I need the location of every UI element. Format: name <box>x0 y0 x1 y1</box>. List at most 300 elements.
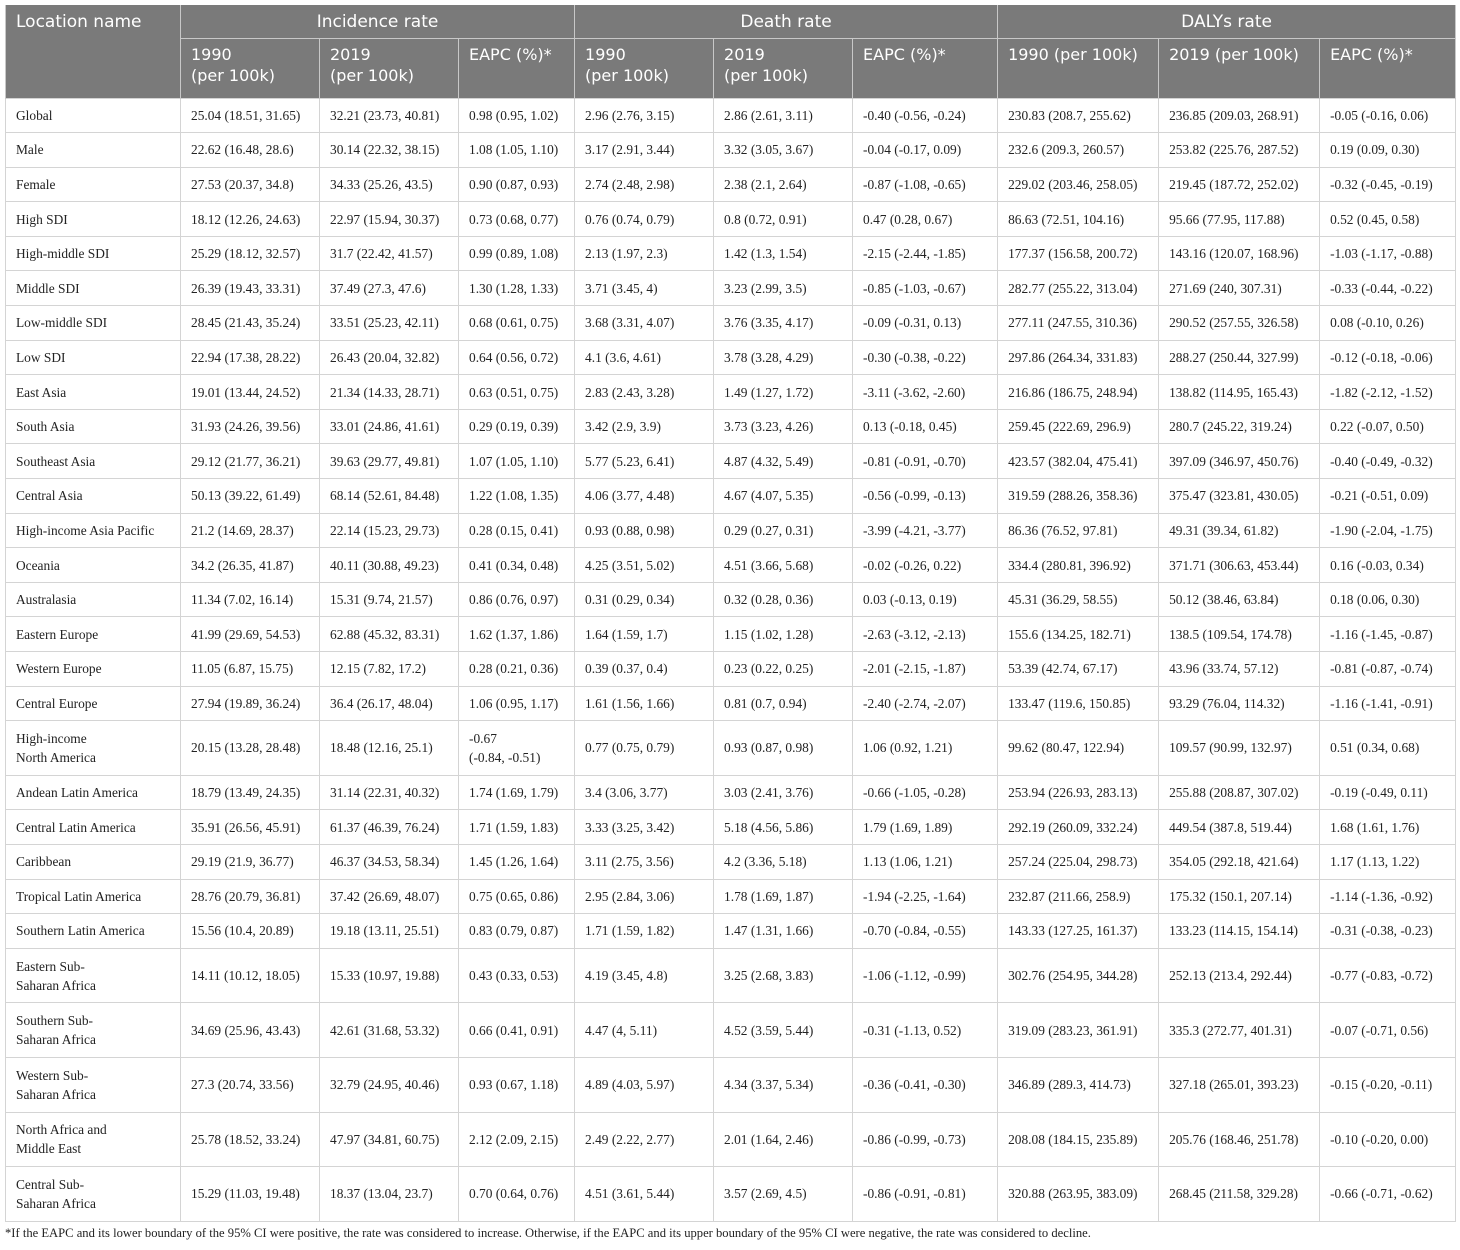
cell-text: 22.14 (15.23, 29.73) <box>330 522 440 538</box>
cell-text: 2.86 (2.61, 3.11) <box>724 107 813 123</box>
cell-text: -0.15 (-0.20, -0.11) <box>1330 1077 1433 1093</box>
value-cell <box>1320 306 1456 341</box>
value-cell <box>575 444 714 479</box>
cell-text: 177.37 (156.58, 200.72) <box>1008 246 1138 262</box>
value-cell <box>181 375 320 410</box>
cell-text: Australasia <box>16 592 77 608</box>
value-cell <box>998 548 1159 583</box>
cell-text: 3.73 (3.23, 4.26) <box>724 419 814 435</box>
value-cell <box>1159 409 1320 444</box>
table-row <box>6 1112 1456 1167</box>
value-cell <box>1320 271 1456 306</box>
value-cell <box>320 340 459 375</box>
value-cell <box>998 721 1159 776</box>
table-row <box>6 1167 1456 1222</box>
location-name-cell <box>6 202 181 237</box>
cell-text: 25.04 (18.51, 31.65) <box>191 107 301 123</box>
table-row <box>6 1003 1456 1058</box>
cell-text: 397.09 (346.97, 450.76) <box>1169 453 1299 469</box>
value-cell <box>181 1003 320 1058</box>
value-cell <box>459 914 575 949</box>
cell-text: 1.71 (1.59, 1.82) <box>585 923 675 939</box>
value-cell <box>181 1167 320 1222</box>
cell-text: -1.90 (-2.04, -1.75) <box>1330 522 1433 538</box>
cell-text: 31.7 (22.42, 41.57) <box>330 246 433 262</box>
table-row <box>6 271 1456 306</box>
cell-text: -0.04 (-0.17, 0.09) <box>863 142 962 158</box>
value-cell <box>459 98 575 133</box>
location-name-cell <box>6 721 181 776</box>
value-cell <box>1159 236 1320 271</box>
cell-text: 19.01 (13.44, 24.52) <box>191 384 301 400</box>
value-cell <box>714 879 853 914</box>
cell-text: -0.66 (-0.71, -0.62) <box>1330 1186 1433 1202</box>
value-cell <box>320 375 459 410</box>
value-cell <box>320 444 459 479</box>
cell-text: 4.2 (3.36, 5.18) <box>724 854 807 870</box>
value-cell <box>1320 844 1456 879</box>
cell-text: 1.74 (1.69, 1.79) <box>469 785 559 801</box>
value-cell <box>1159 652 1320 687</box>
cell-text: 47.97 (34.81, 60.75) <box>330 1131 440 1147</box>
value-cell <box>853 1112 998 1167</box>
table-row <box>6 479 1456 514</box>
value-cell <box>459 652 575 687</box>
cell-text: 335.3 (272.77, 401.31) <box>1169 1022 1292 1038</box>
value-cell <box>575 617 714 652</box>
cell-text: 2.01 (1.64, 2.46) <box>724 1131 814 1147</box>
cell-text: 3.03 (2.41, 3.76) <box>724 785 814 801</box>
location-name-cell <box>6 810 181 845</box>
value-cell <box>575 582 714 617</box>
cell-text: 0.22 (-0.07, 0.50) <box>1330 419 1424 435</box>
cell-text: 143.33 (127.25, 161.37) <box>1008 923 1138 939</box>
cell-text: -1.94 (-2.25, -1.64) <box>863 888 966 904</box>
value-cell <box>459 340 575 375</box>
table-row <box>6 582 1456 617</box>
value-cell <box>181 271 320 306</box>
cell-text: 21.2 (14.69, 28.37) <box>191 522 294 538</box>
cell-text: -0.66 (-1.05, -0.28) <box>863 785 966 801</box>
value-cell <box>998 652 1159 687</box>
cell-text: 86.36 (76.52, 97.81) <box>1008 522 1118 538</box>
location-name-cell <box>6 340 181 375</box>
cell-text: 0.16 (-0.03, 0.34) <box>1330 557 1424 573</box>
cell-text: Western Sub- Saharan Africa <box>16 1067 96 1102</box>
cell-text: 37.49 (27.3, 47.6) <box>330 280 426 296</box>
value-cell <box>320 1112 459 1167</box>
cell-text: Central Sub- Saharan Africa <box>16 1176 96 1211</box>
cell-text: -0.02 (-0.26, 0.22) <box>863 557 962 573</box>
cell-text: 4.34 (3.37, 5.34) <box>724 1077 814 1093</box>
value-cell <box>1159 479 1320 514</box>
value-cell <box>459 202 575 237</box>
cell-text: 21.34 (14.33, 28.71) <box>330 384 440 400</box>
value-cell <box>181 133 320 168</box>
value-cell <box>1159 879 1320 914</box>
value-cell <box>181 1112 320 1167</box>
value-cell <box>1320 375 1456 410</box>
value-cell <box>714 582 853 617</box>
value-cell <box>1159 617 1320 652</box>
header-sub: EAPC (%)* <box>459 38 575 98</box>
value-cell <box>320 409 459 444</box>
value-cell <box>320 202 459 237</box>
value-cell <box>181 98 320 133</box>
cell-text: 1.68 (1.61, 1.76) <box>1330 819 1420 835</box>
value-cell <box>853 133 998 168</box>
cell-text: 50.13 (39.22, 61.49) <box>191 488 301 504</box>
cell-text: 0.68 (0.61, 0.75) <box>469 315 559 331</box>
table-row <box>6 879 1456 914</box>
cell-text: 11.34 (7.02, 16.14) <box>191 592 294 608</box>
value-cell <box>181 810 320 845</box>
value-cell <box>320 98 459 133</box>
value-cell <box>575 652 714 687</box>
cell-text: 49.31 (39.34, 61.82) <box>1169 522 1279 538</box>
value-cell <box>998 1057 1159 1112</box>
cell-text: 109.57 (90.99, 132.97) <box>1169 740 1292 756</box>
table-row <box>6 236 1456 271</box>
value-cell <box>320 844 459 879</box>
value-cell <box>714 1003 853 1058</box>
data-table <box>5 5 1456 1222</box>
location-name-cell <box>6 236 181 271</box>
value-cell <box>998 409 1159 444</box>
cell-text: 1.71 (1.59, 1.83) <box>469 819 559 835</box>
value-cell <box>1320 582 1456 617</box>
cell-text: -0.70 (-0.84, -0.55) <box>863 923 966 939</box>
header-group-incidence: Incidence rate <box>181 5 575 38</box>
table-row <box>6 375 1456 410</box>
value-cell <box>320 914 459 949</box>
value-cell <box>1159 810 1320 845</box>
value-cell <box>998 879 1159 914</box>
value-cell <box>459 582 575 617</box>
header-group-death: Death rate <box>575 5 998 38</box>
cell-text: 0.32 (0.28, 0.36) <box>724 592 814 608</box>
cell-text: -0.40 (-0.49, -0.32) <box>1330 453 1433 469</box>
value-cell <box>181 879 320 914</box>
header-sub: EAPC (%)* <box>1320 38 1456 98</box>
cell-text: Caribbean <box>16 854 72 870</box>
value-cell <box>459 1003 575 1058</box>
cell-text: Female <box>16 176 56 192</box>
cell-text: -0.21 (-0.51, 0.09) <box>1330 488 1429 504</box>
cell-text: 3.57 (2.69, 4.5) <box>724 1186 807 1202</box>
cell-text: 19.18 (13.11, 25.51) <box>330 923 439 939</box>
location-name-cell <box>6 582 181 617</box>
value-cell <box>1320 167 1456 202</box>
cell-text: 3.23 (2.99, 3.5) <box>724 280 807 296</box>
cell-text: 4.51 (3.66, 5.68) <box>724 557 814 573</box>
value-cell <box>459 513 575 548</box>
value-cell <box>853 652 998 687</box>
value-cell <box>575 810 714 845</box>
cell-text: 3.68 (3.31, 4.07) <box>585 315 675 331</box>
cell-text: 18.79 (13.49, 24.35) <box>191 785 301 801</box>
cell-text: Oceania <box>16 557 60 573</box>
value-cell <box>853 444 998 479</box>
value-cell <box>1320 721 1456 776</box>
cell-text: Central Europe <box>16 695 98 711</box>
value-cell <box>853 582 998 617</box>
value-cell <box>320 479 459 514</box>
value-cell <box>575 167 714 202</box>
cell-text: -1.82 (-2.12, -1.52) <box>1330 384 1433 400</box>
cell-text: 0.52 (0.45, 0.58) <box>1330 211 1420 227</box>
value-cell <box>320 548 459 583</box>
cell-text: 95.66 (77.95, 117.88) <box>1169 211 1285 227</box>
cell-text: 32.21 (23.73, 40.81) <box>330 107 440 123</box>
value-cell <box>998 582 1159 617</box>
value-cell <box>575 948 714 1003</box>
value-cell <box>181 340 320 375</box>
header-location: Location name <box>6 5 181 98</box>
cell-text: 3.42 (2.9, 3.9) <box>585 419 661 435</box>
value-cell <box>575 306 714 341</box>
cell-text: 1.78 (1.69, 1.87) <box>724 888 814 904</box>
value-cell <box>1159 340 1320 375</box>
cell-text: 86.63 (72.51, 104.16) <box>1008 211 1125 227</box>
value-cell <box>853 617 998 652</box>
value-cell <box>575 236 714 271</box>
value-cell <box>998 617 1159 652</box>
value-cell <box>320 879 459 914</box>
value-cell <box>714 306 853 341</box>
value-cell <box>1159 98 1320 133</box>
value-cell <box>1320 236 1456 271</box>
value-cell <box>1320 1167 1456 1222</box>
value-cell <box>714 721 853 776</box>
cell-text: 0.41 (0.34, 0.48) <box>469 557 559 573</box>
cell-text: -1.16 (-1.45, -0.87) <box>1330 626 1433 642</box>
cell-text: 155.6 (134.25, 182.71) <box>1008 626 1131 642</box>
cell-text: Global <box>16 107 53 123</box>
cell-text: 4.47 (4, 5.11) <box>585 1022 658 1038</box>
table-row <box>6 844 1456 879</box>
cell-text: 0.90 (0.87, 0.93) <box>469 176 559 192</box>
cell-text: 15.29 (11.03, 19.48) <box>191 1186 300 1202</box>
value-cell <box>181 775 320 810</box>
value-cell <box>459 617 575 652</box>
cell-text: -0.56 (-0.99, -0.13) <box>863 488 966 504</box>
cell-text: 253.94 (226.93, 283.13) <box>1008 785 1138 801</box>
location-name-cell <box>6 844 181 879</box>
value-cell <box>853 236 998 271</box>
cell-text: 68.14 (52.61, 84.48) <box>330 488 440 504</box>
cell-text: 175.32 (150.1, 207.14) <box>1169 888 1292 904</box>
cell-text: 26.39 (19.43, 33.31) <box>191 280 301 296</box>
cell-text: 11.05 (6.87, 15.75) <box>191 661 294 677</box>
cell-text: 99.62 (80.47, 122.94) <box>1008 740 1125 756</box>
cell-text: Tropical Latin America <box>16 888 142 904</box>
value-cell <box>1159 775 1320 810</box>
cell-text: -0.12 (-0.18, -0.06) <box>1330 349 1433 365</box>
cell-text: 375.47 (323.81, 430.05) <box>1169 488 1299 504</box>
header-sub: 1990 (per 100k) <box>998 38 1159 98</box>
location-name-cell <box>6 686 181 721</box>
table-row <box>6 1057 1456 1112</box>
value-cell <box>181 409 320 444</box>
cell-text: 28.45 (21.43, 35.24) <box>191 315 301 331</box>
value-cell <box>1320 914 1456 949</box>
cell-text: 3.11 (2.75, 3.56) <box>585 854 674 870</box>
cell-text: 1.07 (1.05, 1.10) <box>469 453 559 469</box>
table-row <box>6 202 1456 237</box>
cell-text: 0.28 (0.15, 0.41) <box>469 522 559 538</box>
header-sub: 2019 (per 100k) <box>1159 38 1320 98</box>
value-cell <box>320 810 459 845</box>
cell-text: 27.94 (19.89, 36.24) <box>191 695 301 711</box>
value-cell <box>714 409 853 444</box>
cell-text: 423.57 (382.04, 475.41) <box>1008 453 1138 469</box>
cell-text: 302.76 (254.95, 344.28) <box>1008 968 1138 984</box>
cell-text: 25.29 (18.12, 32.57) <box>191 246 301 262</box>
cell-text: 1.42 (1.3, 1.54) <box>724 246 807 262</box>
cell-text: 0.93 (0.88, 0.98) <box>585 522 675 538</box>
cell-text: Southern Sub- Saharan Africa <box>16 1013 96 1048</box>
table-row <box>6 444 1456 479</box>
value-cell <box>853 1167 998 1222</box>
cell-text: 327.18 (265.01, 393.23) <box>1169 1077 1299 1093</box>
value-cell <box>853 98 998 133</box>
cell-text: -0.09 (-0.31, 0.13) <box>863 315 962 331</box>
cell-text: 271.69 (240, 307.31) <box>1169 280 1282 296</box>
table-row <box>6 721 1456 776</box>
value-cell <box>1320 686 1456 721</box>
cell-text: 319.09 (283.23, 361.91) <box>1008 1022 1138 1038</box>
value-cell <box>1159 271 1320 306</box>
table-row <box>6 948 1456 1003</box>
value-cell <box>853 306 998 341</box>
value-cell <box>1320 548 1456 583</box>
cell-text: 1.13 (1.06, 1.21) <box>863 854 953 870</box>
cell-text: 35.91 (26.56, 45.91) <box>191 819 301 835</box>
value-cell <box>1159 686 1320 721</box>
cell-text: 230.83 (208.7, 255.62) <box>1008 107 1131 123</box>
cell-text: 61.37 (46.39, 76.24) <box>330 819 440 835</box>
value-cell <box>714 271 853 306</box>
cell-text: 297.86 (264.34, 331.83) <box>1008 349 1138 365</box>
value-cell <box>1159 1003 1320 1058</box>
value-cell <box>181 444 320 479</box>
value-cell <box>998 202 1159 237</box>
cell-text: 2.96 (2.76, 3.15) <box>585 107 675 123</box>
cell-text: 229.02 (203.46, 258.05) <box>1008 176 1138 192</box>
value-cell <box>459 775 575 810</box>
cell-text: 0.51 (0.34, 0.68) <box>1330 740 1420 756</box>
value-cell <box>998 98 1159 133</box>
cell-text: -0.32 (-0.45, -0.19) <box>1330 176 1433 192</box>
cell-text: 2.12 (2.09, 2.15) <box>469 1131 559 1147</box>
cell-text: -0.31 (-1.13, 0.52) <box>863 1022 962 1038</box>
header-sub: 1990 (per 100k) <box>181 38 320 98</box>
value-cell <box>1159 202 1320 237</box>
value-cell <box>998 271 1159 306</box>
value-cell <box>853 167 998 202</box>
cell-text: 133.47 (119.6, 150.85) <box>1008 695 1131 711</box>
cell-text: 282.77 (255.22, 313.04) <box>1008 280 1138 296</box>
cell-text: -1.14 (-1.36, -0.92) <box>1330 888 1433 904</box>
cell-text: 4.19 (3.45, 4.8) <box>585 968 668 984</box>
value-cell <box>459 721 575 776</box>
cell-text: 2.83 (2.43, 3.28) <box>585 384 675 400</box>
table-row <box>6 409 1456 444</box>
value-cell <box>575 879 714 914</box>
cell-text: -0.31 (-0.38, -0.23) <box>1330 923 1433 939</box>
value-cell <box>181 582 320 617</box>
value-cell <box>714 810 853 845</box>
value-cell <box>1320 1003 1456 1058</box>
cell-text: 0.76 (0.74, 0.79) <box>585 211 675 227</box>
cell-text: -0.05 (-0.16, 0.06) <box>1330 107 1429 123</box>
cell-text: -3.11 (-3.62, -2.60) <box>863 384 966 400</box>
cell-text: 1.17 (1.13, 1.22) <box>1330 854 1420 870</box>
value-cell <box>459 810 575 845</box>
cell-text: -2.15 (-2.44, -1.85) <box>863 246 966 262</box>
value-cell <box>1320 810 1456 845</box>
value-cell <box>998 810 1159 845</box>
cell-text: 232.87 (211.66, 258.9) <box>1008 888 1131 904</box>
cell-text: -1.16 (-1.41, -0.91) <box>1330 695 1433 711</box>
value-cell <box>181 652 320 687</box>
cell-text: 40.11 (30.88, 49.23) <box>330 557 439 573</box>
value-cell <box>1159 914 1320 949</box>
cell-text: 236.85 (209.03, 268.91) <box>1169 107 1299 123</box>
cell-text: -1.06 (-1.12, -0.99) <box>863 968 966 984</box>
location-name-cell <box>6 444 181 479</box>
cell-text: 0.47 (0.28, 0.67) <box>863 211 953 227</box>
value-cell <box>998 844 1159 879</box>
cell-text: 255.88 (208.87, 307.02) <box>1169 785 1299 801</box>
value-cell <box>853 548 998 583</box>
cell-text: 1.08 (1.05, 1.10) <box>469 142 559 158</box>
cell-text: 1.06 (0.95, 1.17) <box>469 695 559 711</box>
cell-text: 138.82 (114.95, 165.43) <box>1169 384 1298 400</box>
value-cell <box>998 1167 1159 1222</box>
value-cell <box>714 686 853 721</box>
cell-text: 1.62 (1.37, 1.86) <box>469 626 559 642</box>
cell-text: Low-middle SDI <box>16 315 108 331</box>
cell-text: Southern Latin America <box>16 923 145 939</box>
cell-text: 45.31 (36.29, 58.55) <box>1008 592 1118 608</box>
header-sub: 2019 (per 100k) <box>320 38 459 98</box>
value-cell <box>998 340 1159 375</box>
value-cell <box>714 775 853 810</box>
cell-text: 15.56 (10.4, 20.89) <box>191 923 294 939</box>
cell-text: Eastern Sub- Saharan Africa <box>16 958 96 993</box>
value-cell <box>714 652 853 687</box>
cell-text: -2.01 (-2.15, -1.87) <box>863 661 966 677</box>
cell-text: 1.47 (1.31, 1.66) <box>724 923 814 939</box>
location-name-cell <box>6 98 181 133</box>
value-cell <box>998 375 1159 410</box>
cell-text: 4.51 (3.61, 5.44) <box>585 1186 675 1202</box>
value-cell <box>320 948 459 1003</box>
cell-text: 25.78 (18.52, 33.24) <box>191 1131 301 1147</box>
value-cell <box>1320 98 1456 133</box>
cell-text: 1.79 (1.69, 1.89) <box>863 819 953 835</box>
value-cell <box>853 340 998 375</box>
cell-text: 1.64 (1.59, 1.7) <box>585 626 668 642</box>
value-cell <box>853 409 998 444</box>
cell-text: 41.99 (29.69, 54.53) <box>191 626 301 642</box>
value-cell <box>320 1057 459 1112</box>
table-header <box>6 5 1456 98</box>
value-cell <box>1159 1167 1320 1222</box>
cell-text: 4.25 (3.51, 5.02) <box>585 557 675 573</box>
